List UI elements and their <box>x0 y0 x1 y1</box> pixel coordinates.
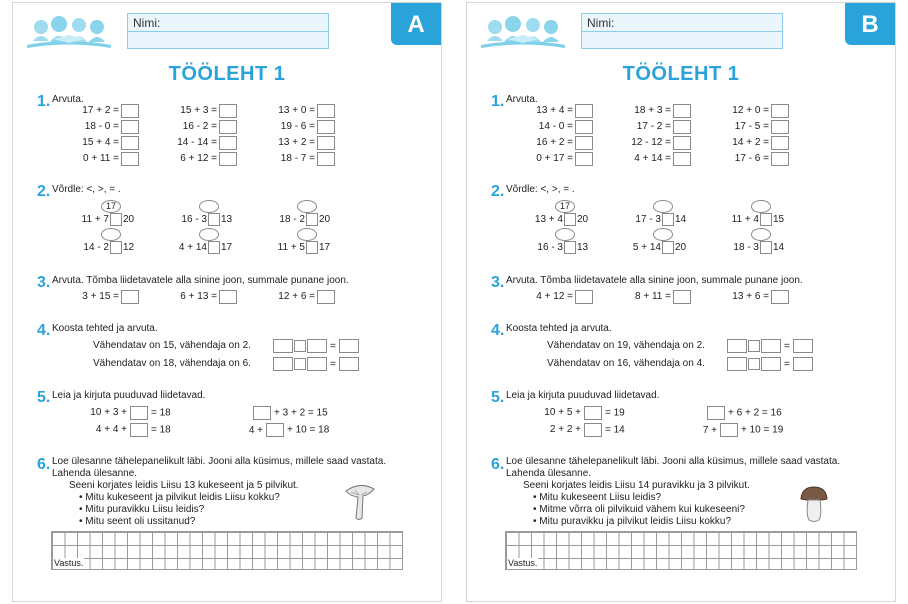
name-field[interactable] <box>127 13 329 49</box>
subtrahend-box[interactable] <box>761 357 781 371</box>
answer-box[interactable] <box>771 104 789 118</box>
task-number: 1. <box>491 93 505 110</box>
answer-box[interactable] <box>707 406 725 420</box>
equation-boxes <box>273 339 359 354</box>
comparison-left: 13 + 4 <box>534 214 563 226</box>
estimate-oval[interactable] <box>653 228 673 241</box>
task-number: 4. <box>37 322 51 339</box>
subtraction-prompt: Vähendatav on 16, vähendaja on 4. <box>547 358 705 369</box>
exercise-text: 4 + 12 = <box>536 291 573 302</box>
answer-box[interactable] <box>673 152 691 166</box>
comparison-right: 14 <box>773 242 785 254</box>
comparison-left: 18 - 2 <box>279 214 305 226</box>
question-item[interactable]: • Mitu seent oli ussitanud? <box>79 516 196 527</box>
comparison-right: 13 <box>221 214 233 226</box>
answer-grid[interactable] <box>51 531 403 570</box>
exercise-sum: = 18 <box>151 407 171 419</box>
exercise-text: 6 + 12 = <box>180 153 217 164</box>
exercise <box>613 136 691 151</box>
exercise-text: 14 - 0 = <box>538 121 573 132</box>
exercise-text: 12 - 12 = <box>631 137 671 148</box>
task-number: 2. <box>491 183 505 200</box>
subtraction-prompt: Vähendatav on 18, vähendaja on 6. <box>93 358 251 369</box>
answer-grid[interactable] <box>505 531 857 570</box>
missing-addend-exercise <box>529 423 625 438</box>
task-number: 5. <box>491 389 505 406</box>
exercise-sum: = 18 <box>151 424 171 436</box>
exercise-text: 13 + 4 = <box>536 105 573 116</box>
word-problem-story: Seeni korjates leidis Liisu 14 puravikku ja 3 pilvikut. <box>523 480 750 491</box>
estimate-oval[interactable]: 17 <box>555 200 575 213</box>
children-reading-logo-icon <box>23 11 115 49</box>
subtrahend-box[interactable] <box>307 339 327 353</box>
exercise-text: 0 + 17 = <box>536 153 573 164</box>
exercise-text: 12 + 0 = <box>732 105 769 116</box>
exercise-text: 17 - 6 = <box>734 153 769 164</box>
equals-sign: = <box>784 358 790 370</box>
exercise <box>515 136 593 151</box>
equals-sign: = <box>784 340 790 352</box>
comparison <box>171 241 232 255</box>
comparison-sign-box[interactable] <box>564 241 576 254</box>
exercise <box>159 290 237 305</box>
comparison <box>73 241 134 255</box>
comparison <box>269 241 330 255</box>
exercise <box>61 136 139 151</box>
estimate-oval[interactable] <box>751 200 771 213</box>
exercise-text: 3 + 15 = <box>82 291 119 302</box>
task-instruction: Loe ülesanne tähelepanelikult läbi. Jooni alla küsimus, millele saad vastata. <box>52 456 387 467</box>
comparison-left: 16 - 3 <box>537 242 563 254</box>
children-reading-logo-icon <box>477 11 569 49</box>
answer-label: Vastus. <box>54 558 84 568</box>
exercise <box>613 120 691 135</box>
exercise <box>257 152 335 167</box>
exercise <box>515 120 593 135</box>
answer-box[interactable] <box>771 120 789 134</box>
comparison-sign-box[interactable] <box>110 241 122 254</box>
missing-addend-exercise <box>237 423 329 438</box>
missing-addend-exercise <box>529 406 625 421</box>
subtrahend-box[interactable] <box>307 357 327 371</box>
answer-box[interactable] <box>219 136 237 150</box>
estimate-oval[interactable] <box>297 228 317 241</box>
exercise <box>257 120 335 135</box>
answer-box[interactable] <box>219 104 237 118</box>
name-label: Nimi: <box>133 16 161 30</box>
answer-box[interactable] <box>121 152 139 166</box>
equation-boxes <box>273 357 359 372</box>
answer-box[interactable] <box>673 136 691 150</box>
answer-box[interactable] <box>673 290 691 304</box>
task-instruction-2: Lahenda ülesanne. <box>506 468 592 479</box>
exercise <box>257 290 335 305</box>
minuend-box[interactable] <box>727 339 747 353</box>
answer-box[interactable] <box>121 136 139 150</box>
missing-addend-exercise <box>75 406 171 421</box>
exercise-text: 15 + 4 = <box>82 137 119 148</box>
exercise <box>61 152 139 167</box>
exercise <box>613 104 691 119</box>
answer-box[interactable] <box>219 290 237 304</box>
exercise <box>515 290 593 305</box>
missing-addend-exercise <box>707 406 782 421</box>
comparison-left: 11 + 4 <box>731 214 759 226</box>
answer-box[interactable] <box>130 423 148 437</box>
result-box[interactable] <box>793 357 813 371</box>
answer-box[interactable] <box>575 120 593 134</box>
comparison-right: 17 <box>319 242 331 254</box>
comparison-right: 17 <box>221 242 233 254</box>
comparison-right: 20 <box>675 242 687 254</box>
task-instruction: Koosta tehted ja arvuta. <box>52 323 158 334</box>
missing-addend-exercise <box>253 406 328 421</box>
subtrahend-box[interactable] <box>761 339 781 353</box>
exercise <box>711 120 789 135</box>
comparison-sign-box[interactable] <box>564 213 576 226</box>
answer-box[interactable] <box>720 423 738 437</box>
comparison-left: 17 - 3 <box>635 214 661 226</box>
answer-box[interactable] <box>130 406 148 420</box>
comparison-left: 5 + 14 <box>632 242 661 254</box>
answer-box[interactable] <box>771 136 789 150</box>
exercise <box>159 104 237 119</box>
answer-box[interactable] <box>317 104 335 118</box>
exercise-text: 18 - 0 = <box>84 121 119 132</box>
comparison <box>723 241 784 255</box>
worksheet-b <box>466 2 896 602</box>
exercise-text: 19 - 6 = <box>280 121 315 132</box>
exercise-text: 13 + 0 = <box>278 105 315 116</box>
estimate-oval[interactable] <box>297 200 317 213</box>
comparison <box>527 213 588 227</box>
task-number: 6. <box>491 456 505 473</box>
minuend-box[interactable] <box>273 339 293 353</box>
estimate-oval[interactable] <box>101 228 121 241</box>
minuend-box[interactable] <box>273 357 293 371</box>
question-item[interactable]: • Mitu kukeseent Liisu leidis? <box>533 492 662 503</box>
exercise-text: 16 - 2 = <box>182 121 217 132</box>
question-item[interactable]: • Mitu puravikku Liisu leidis? <box>79 504 205 515</box>
exercise-text: 6 + 13 = <box>180 291 217 302</box>
exercise <box>159 136 237 151</box>
exercise-text: 4 + 4 + <box>95 424 127 435</box>
exercise-text: + 6 + 2 = 16 <box>728 407 782 419</box>
estimate-oval[interactable] <box>653 200 673 213</box>
comparison-right: 14 <box>675 214 687 226</box>
chanterelle-mushroom-icon <box>343 483 377 523</box>
operator-box[interactable] <box>294 340 306 352</box>
exercise <box>61 120 139 135</box>
comparison-sign-box[interactable] <box>662 213 674 226</box>
task-number: 6. <box>37 456 51 473</box>
operator-box[interactable] <box>294 358 306 370</box>
exercise <box>159 152 237 167</box>
exercise <box>613 290 691 305</box>
question-item[interactable]: • Mitu puravikku ja pilvikut leidis Liisu kokku? <box>533 516 732 527</box>
answer-box[interactable] <box>771 290 789 304</box>
exercise-text: 8 + 11 = <box>635 291 671 302</box>
equation-boxes <box>727 357 813 372</box>
exercise-sum: = 14 <box>605 424 625 436</box>
answer-box[interactable] <box>673 104 691 118</box>
comparison <box>625 241 686 255</box>
operator-box[interactable] <box>748 340 760 352</box>
exercise <box>515 152 593 167</box>
exercise <box>257 136 335 151</box>
comparison-left: 14 - 2 <box>83 242 109 254</box>
task-instruction: Koosta tehted ja arvuta. <box>506 323 612 334</box>
task-instruction-2: Lahenda ülesanne. <box>52 468 138 479</box>
answer-box[interactable] <box>575 136 593 150</box>
answer-box[interactable] <box>575 104 593 118</box>
estimate-oval[interactable]: 17 <box>101 200 121 213</box>
comparison-sign-box[interactable] <box>760 241 772 254</box>
exercise <box>711 290 789 305</box>
comparison-sign-box[interactable] <box>208 213 220 226</box>
exercise-text: 18 - 7 = <box>280 153 315 164</box>
exercise <box>711 136 789 151</box>
answer-box[interactable] <box>575 290 593 304</box>
task-number: 5. <box>37 389 51 406</box>
name-label: Nimi: <box>587 16 615 30</box>
answer-box[interactable] <box>771 152 789 166</box>
exercise-text: 14 + 2 = <box>732 137 769 148</box>
comparison-sign-box[interactable] <box>110 213 122 226</box>
answer-box[interactable] <box>121 290 139 304</box>
estimate-oval[interactable] <box>555 228 575 241</box>
answer-box[interactable] <box>266 423 284 437</box>
exercise-sum: = 19 <box>605 407 625 419</box>
task-number: 4. <box>491 322 505 339</box>
exercise-text: + 10 = 19 <box>741 424 784 436</box>
comparison-right: 13 <box>577 242 589 254</box>
exercise <box>61 290 139 305</box>
exercise <box>711 152 789 167</box>
missing-addend-exercise <box>691 423 783 438</box>
exercise-text: 10 + 5 + <box>544 407 581 418</box>
comparison <box>73 213 134 227</box>
exercise-text: 4 + 14 = <box>634 153 671 164</box>
page-title: TÖÖLEHT 1 <box>168 63 286 85</box>
exercise <box>515 104 593 119</box>
exercise-text: 13 + 2 = <box>278 137 315 148</box>
task-instruction: Võrdle: <, >, = . <box>506 184 575 195</box>
answer-label: Vastus. <box>508 558 538 568</box>
exercise-text: 18 + 3 = <box>634 105 671 116</box>
operator-box[interactable] <box>748 358 760 370</box>
task-instruction: Arvuta. Tõmba liidetavatele alla sinine joon, summale punane joon. <box>52 275 349 286</box>
answer-box[interactable] <box>317 120 335 134</box>
exercise-text: 4 + <box>248 424 263 436</box>
comparison-right: 20 <box>577 214 589 226</box>
task-instruction: Leia ja kirjuta puuduvad liidetavad. <box>52 390 206 401</box>
exercise <box>61 104 139 119</box>
exercise-text: 17 + 2 = <box>82 105 119 116</box>
exercise <box>613 152 691 167</box>
exercise-text: 14 - 14 = <box>177 137 217 148</box>
question-item[interactable]: • Mitme võrra oli pilvikuid vähem kui kukeseeni? <box>533 504 745 515</box>
comparison-left: 11 + 5 <box>277 242 305 254</box>
task-number: 3. <box>37 274 51 291</box>
comparison-left: 18 - 3 <box>733 242 759 254</box>
answer-box[interactable] <box>219 152 237 166</box>
answer-box[interactable] <box>219 120 237 134</box>
exercise-text: + 10 = 18 <box>287 424 330 436</box>
task-instruction: Loe ülesanne tähelepanelikult läbi. Jooni alla küsimus, millele saad vastata. <box>506 456 841 467</box>
exercise-text: 7 + <box>702 424 717 436</box>
exercise <box>257 104 335 119</box>
equals-sign: = <box>330 358 336 370</box>
variant-badge: B <box>845 3 895 45</box>
task-number: 2. <box>37 183 51 200</box>
answer-box[interactable] <box>253 406 271 420</box>
exercise-text: 15 + 3 = <box>180 105 217 116</box>
estimate-oval[interactable] <box>199 200 219 213</box>
result-box[interactable] <box>339 339 359 353</box>
exercise-text: 10 + 3 + <box>90 407 127 418</box>
question-item[interactable]: • Mitu kukeseent ja pilvikut leidis Liisu kokku? <box>79 492 280 503</box>
worksheet-a <box>12 2 442 602</box>
task-instruction: Võrdle: <, >, = . <box>52 184 121 195</box>
comparison-right: 20 <box>319 214 331 226</box>
exercise <box>159 120 237 135</box>
result-box[interactable] <box>793 339 813 353</box>
comparison-left: 16 - 3 <box>181 214 207 226</box>
bolete-mushroom-icon <box>799 485 829 523</box>
word-problem-story: Seeni korjates leidis Liisu 13 kukeseent ja 5 pilvikut. <box>69 480 299 491</box>
task-instruction: Arvuta. <box>52 94 84 105</box>
answer-box[interactable] <box>317 290 335 304</box>
variant-badge: A <box>391 3 441 45</box>
comparison-right: 15 <box>773 214 785 226</box>
answer-box[interactable] <box>121 104 139 118</box>
task-number: 1. <box>37 93 51 110</box>
minuend-box[interactable] <box>727 357 747 371</box>
name-field[interactable] <box>581 13 783 49</box>
comparison-sign-box[interactable] <box>208 241 220 254</box>
result-box[interactable] <box>339 357 359 371</box>
comparison-left: 4 + 14 <box>178 242 207 254</box>
exercise <box>711 104 789 119</box>
subtraction-prompt: Vähendatav on 15, vähendaja on 2. <box>93 340 251 351</box>
estimate-oval[interactable] <box>751 228 771 241</box>
comparison <box>527 241 588 255</box>
exercise-text: 13 + 6 = <box>732 291 769 302</box>
comparison-sign-box[interactable] <box>306 241 318 254</box>
comparison <box>723 213 784 227</box>
answer-box[interactable] <box>575 152 593 166</box>
exercise-text: 16 + 2 = <box>536 137 573 148</box>
exercise-text: 0 + 11 = <box>83 153 119 164</box>
equals-sign: = <box>330 340 336 352</box>
task-instruction: Arvuta. Tõmba liidetavatele alla sinine joon, summale punane joon. <box>506 275 803 286</box>
comparison <box>171 213 232 227</box>
comparison <box>269 213 330 227</box>
comparison-sign-box[interactable] <box>662 241 674 254</box>
exercise-text: + 3 + 2 = 15 <box>274 407 328 419</box>
comparison-right: 12 <box>123 242 135 254</box>
comparison-sign-box[interactable] <box>306 213 318 226</box>
answer-box[interactable] <box>121 120 139 134</box>
task-number: 3. <box>491 274 505 291</box>
task-instruction: Arvuta. <box>506 94 538 105</box>
comparison-right: 20 <box>123 214 135 226</box>
answer-box[interactable] <box>584 423 602 437</box>
subtraction-prompt: Vähendatav on 19, vähendaja on 2. <box>547 340 705 351</box>
comparison <box>625 213 686 227</box>
estimate-oval[interactable] <box>199 228 219 241</box>
exercise-text: 17 - 2 = <box>636 121 671 132</box>
page-title: TÖÖLEHT 1 <box>622 63 740 85</box>
missing-addend-exercise <box>75 423 171 438</box>
equation-boxes <box>727 339 813 354</box>
exercise-text: 2 + 2 + <box>549 424 581 435</box>
answer-box[interactable] <box>317 152 335 166</box>
answer-box[interactable] <box>673 120 691 134</box>
comparison-sign-box[interactable] <box>760 213 772 226</box>
task-instruction: Leia ja kirjuta puuduvad liidetavad. <box>506 390 660 401</box>
answer-box[interactable] <box>317 136 335 150</box>
exercise-text: 12 + 6 = <box>278 291 315 302</box>
comparison-left: 11 + 7 <box>81 214 109 226</box>
exercise-text: 17 - 5 = <box>734 121 769 132</box>
answer-box[interactable] <box>584 406 602 420</box>
